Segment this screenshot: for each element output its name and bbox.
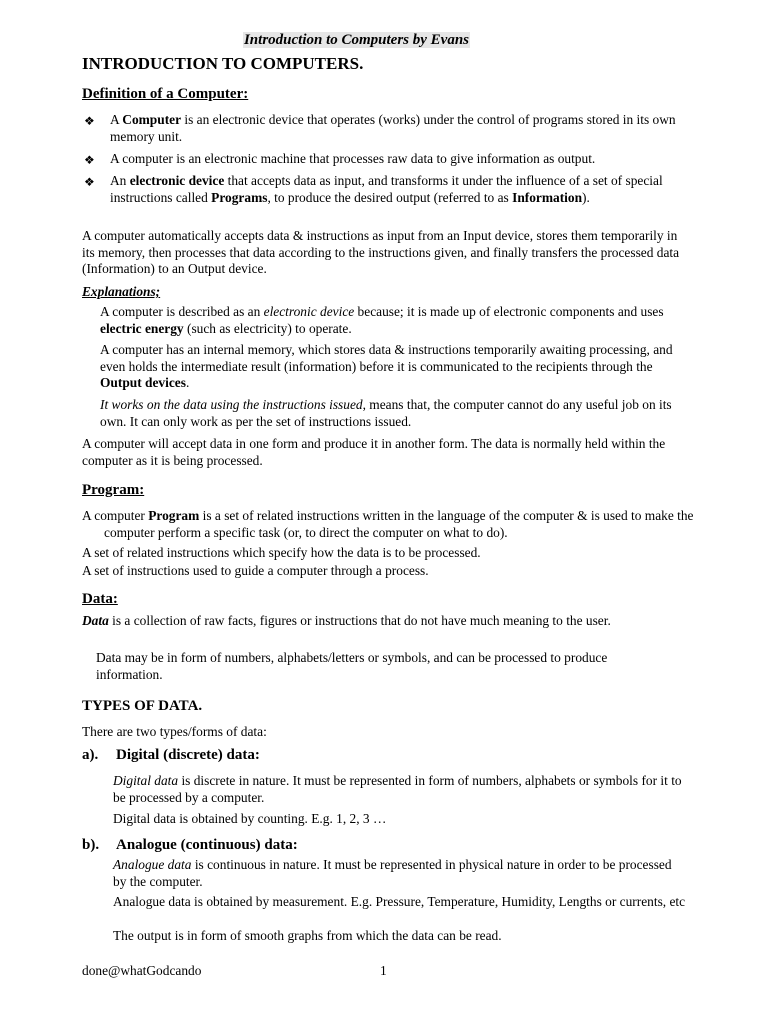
text-run: electronic device: [263, 304, 355, 319]
text-run: electric energy: [100, 320, 184, 336]
explanations-heading: Explanations;: [82, 284, 161, 299]
text-run: Program: [148, 508, 200, 523]
program-definition: [82, 508, 709, 541]
definition-bullet: [110, 151, 690, 168]
types-heading: TYPES OF DATA.: [82, 698, 203, 714]
text-run: Analogue data: [113, 857, 192, 872]
page-title: INTRODUCTION TO COMPUTERS.: [82, 54, 364, 73]
data-heading: Data:: [82, 591, 118, 607]
page-number: 1: [380, 963, 387, 978]
program-paragraph: A set of instructions used to guide a computer through a process.: [82, 563, 429, 578]
text-run: is continuous in nature. It must be represented in physical nature in order to be processed by the computer.: [113, 857, 672, 889]
data-paragraph: Data may be in form of numbers, alphabets/letters or symbols, and can be processed to produce information.: [96, 650, 608, 682]
analogue-data-paragraph: Analogue data is obtained by measurement. E.g. Pressure, Temperature, Humidity, Lengths or currents, etc: [113, 894, 686, 909]
explanation-bullet: [100, 342, 685, 392]
text-run: Information: [512, 189, 583, 205]
footer-left-text: done@whatGodcando: [82, 963, 202, 978]
text-run: It works on the data using the instructions issued: [100, 397, 363, 412]
running-header: Introduction to Computers by Evans: [243, 32, 470, 48]
text-run: A computer is described as an: [100, 304, 264, 319]
program-paragraph: A set of related instructions which specify how the data is to be processed.: [82, 545, 481, 560]
text-run: Data: [82, 613, 109, 628]
text-run: Output devices: [100, 375, 186, 390]
text-run: ).: [582, 189, 590, 205]
text-run: A computer: [82, 508, 149, 523]
text-run: is a set of related instructions written in the language of the computer & is used to make the computer perform a specific task (or, to direct the computer on what to do).: [104, 508, 694, 540]
digital-data-paragraph: [113, 773, 683, 806]
definition-paragraph: A computer automatically accepts data & instructions as input from an Input device, stores them temporarily in its memory, then processes that data according to the instructions given, and finally transfers the processed data (Information) to an Output device.: [82, 228, 680, 276]
explanation-bullet: [100, 304, 685, 337]
digital-data-label: a).: [82, 747, 99, 763]
analogue-data-paragraph: [113, 857, 688, 890]
text-run: that accepts data as input, and transforms it under the influence of a set of special instructions called: [110, 173, 663, 205]
text-run: is an electronic device that operates (works) under the control of programs stored in its own memory unit.: [110, 112, 676, 144]
program-heading: Program:: [82, 482, 145, 498]
text-run: .: [185, 375, 190, 390]
text-run: A: [110, 112, 123, 127]
text-run: is discrete in nature. It must be represented in form of numbers, alphabets or symbols for it to be processed by a computer.: [113, 773, 682, 805]
explanations-paragraph: A computer will accept data in one form and produce it in another form. The data is normally held within the computer as it is being processed.: [82, 436, 666, 468]
text-run: (such as electricity) to operate.: [183, 320, 352, 336]
types-intro: There are two types/forms of data:: [82, 724, 267, 739]
analogue-data-label: b).: [82, 837, 100, 853]
text-run: , means that, the computer cannot do any useful job on its own. It can only work as per the set of instructions issued.: [100, 397, 672, 429]
text-run: electronic device: [129, 173, 225, 188]
analogue-data-paragraph: The output is in form of smooth graphs from which the data can be read.: [113, 928, 502, 943]
definition-heading: Definition of a Computer:: [82, 86, 249, 102]
analogue-data-title: Analogue (continuous) data:: [116, 837, 298, 853]
text-run: Digital data: [113, 773, 179, 788]
text-run: A computer is an electronic machine that processes raw data to give information as output.: [110, 151, 596, 166]
explanation-bullet: [100, 397, 685, 430]
text-run: Programs: [211, 189, 268, 205]
text-run: A computer has an internal memory, which stores data & instructions temporarily awaiting processing, and even holds the intermediate result (information) before it is communicated to the recipients through the: [100, 342, 673, 374]
text-run: , to produce the desired output (referred to as: [267, 189, 513, 205]
text-run: An: [110, 173, 130, 188]
diamond-bullet-icon: ❖: [84, 153, 95, 167]
text-run: because; it is made up of electronic components and uses: [354, 304, 664, 319]
text-run: is a collection of raw facts, figures or instructions that do not have much meaning to the user.: [108, 613, 611, 628]
diamond-bullet-icon: ❖: [84, 114, 95, 128]
diamond-bullet-icon: ❖: [84, 175, 95, 189]
data-definition: [82, 613, 672, 630]
definition-bullet: [110, 173, 690, 206]
text-run: Computer: [122, 112, 182, 127]
digital-data-paragraph: Digital data is obtained by counting. E.g. 1, 2, 3 …: [113, 811, 387, 826]
digital-data-title: Digital (discrete) data:: [116, 747, 260, 763]
definition-bullet: [110, 112, 690, 145]
